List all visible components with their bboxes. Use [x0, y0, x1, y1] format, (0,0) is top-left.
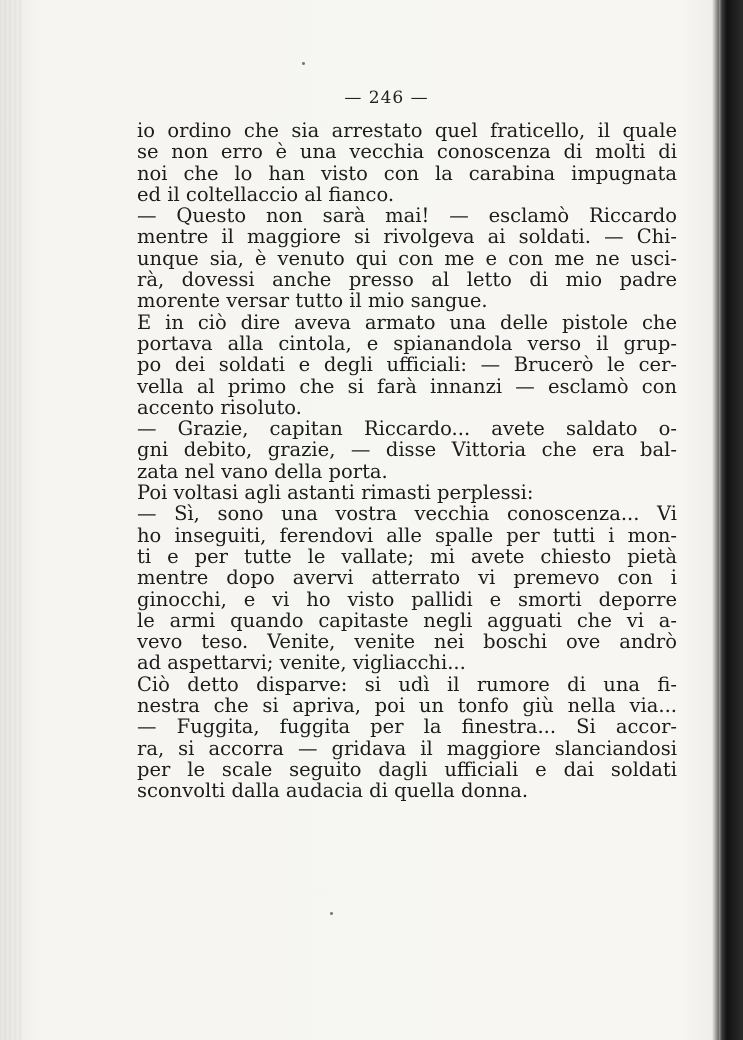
- text-line: accento risoluto.: [137, 395, 302, 419]
- text-line: — Sì, sono una vostra vecchia conoscenza... Vi: [137, 502, 677, 526]
- text-line: — Questo non sarà mai! — esclamò Riccardo: [137, 204, 677, 228]
- text-line: portava alla cintola, e spianandola verso il grup-: [137, 331, 677, 355]
- text-line: ti e per tutte le vallate; mi avete chiesto pietà: [137, 544, 677, 568]
- text-line: unque sia, è venuto qui con me e con me ne usci-: [137, 246, 677, 270]
- text-line: le armi quando capitaste negli agguati che vi a-: [137, 608, 677, 632]
- text-line: sconvolti dalla audacia di quella donna.: [137, 779, 529, 803]
- page-number: — 246 —: [344, 88, 429, 108]
- text-line: ginocchi, e vi ho visto pallidi e smorti deporre: [137, 587, 677, 611]
- text-line: rà, dovessi anche presso al letto di mio padre: [137, 268, 677, 292]
- text-line: noi che lo han visto con la carabina impugnata: [137, 161, 677, 185]
- text-line: se non erro è una vecchia conoscenza di molti di: [137, 140, 677, 164]
- paper-speck: [302, 62, 305, 65]
- text-line: nestra che si apriva, poi un tonfo giù nella via...: [137, 694, 677, 718]
- text-line: zata nel vano della porta.: [137, 459, 388, 483]
- page-gutter: [0, 0, 22, 1040]
- text-line: mentre dopo avervi atterrato vi premevo con i: [137, 566, 677, 590]
- paper-speck: [330, 912, 333, 915]
- text-line: mentre il maggiore si rivolgeva ai soldati. — Chi-: [137, 225, 677, 249]
- text-line: ho inseguiti, ferendovi alle spalle per tutti i mon-: [137, 523, 677, 547]
- text-line: per le scale seguito dagli ufficiali e dai soldati: [137, 757, 677, 781]
- text-line: io ordino che sia arrestato quel fraticello, il quale: [137, 119, 677, 142]
- text-line: gni debito, grazie, — disse Vittoria che era bal-: [137, 438, 677, 462]
- page-body-text: [137, 120, 677, 802]
- page-edge-shadow: [719, 0, 743, 1040]
- text-line: ad aspettarvi; venite, vigliacchi...: [137, 651, 466, 675]
- text-line: E in ciò dire aveva armato una delle pistole che: [137, 310, 677, 334]
- text-line: morente versar tutto il mio sangue.: [137, 289, 488, 313]
- text-line: po dei soldati e degli ufficiali: — Brucerò le cer-: [137, 353, 677, 377]
- text-line: ra, si accorra — gridava il maggiore slanciandosi: [137, 736, 677, 760]
- text-line: — Fuggita, fuggita per la finestra... Si accor-: [137, 715, 677, 739]
- text-line: ed il coltellaccio al fianco.: [137, 182, 395, 206]
- text-line: Ciò detto disparve: si udì il rumore di una fi-: [137, 672, 677, 696]
- text-line: vevo teso. Venite, venite nei boschi ove andrò: [137, 630, 677, 654]
- text-line: Poi voltasi agli astanti rimasti perplessi:: [137, 481, 534, 505]
- text-line: — Grazie, capitan Riccardo... avete saldato o-: [137, 417, 677, 441]
- text-line: vella al primo che si farà innanzi — esclamò con: [137, 374, 677, 398]
